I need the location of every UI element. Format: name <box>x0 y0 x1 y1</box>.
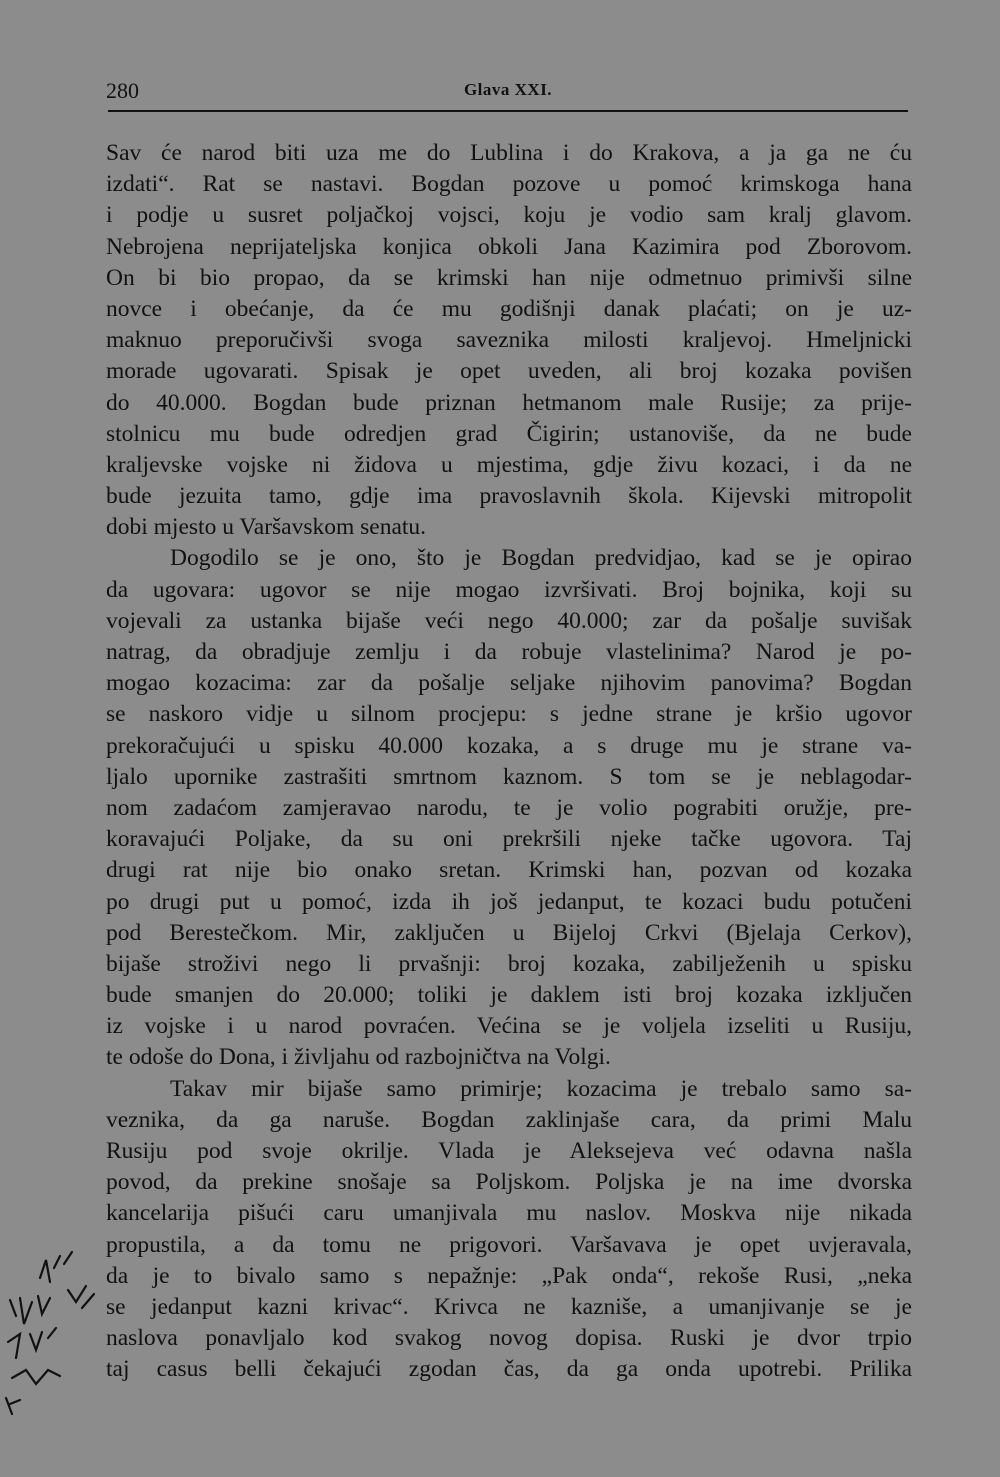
text-line: nom zadaćom zamjeravao narodu, te je volio pograbiti oružje, pre- <box>106 794 912 821</box>
paragraph-last-line: te odoše do Dona, i življahu od razbojničtva na Volgi. <box>106 1044 611 1071</box>
text-line: da ugovara: ugovor se nije mogao izvršivati. Broj bojnika, koji su <box>106 576 912 603</box>
text-line: povod, da prekine snošaje sa Poljskom. Poljska je na ime dvorska <box>106 1169 912 1196</box>
text-line: pod Berestečkom. Mir, zaključen u Bijeloj Crkvi (Bjelaja Cerkov), <box>106 919 912 946</box>
paragraph-first-line: Dogodilo se je ono, što je Bogdan predvidjao, kad se je opirao <box>170 545 912 572</box>
text-line: da je to bivalo samo s nepažnje: „Pak onda“, rekoše Rusi, „neka <box>106 1262 912 1289</box>
text-line: novce i obećanje, da će mu godišnji danak plaćati; on je uz- <box>106 295 912 322</box>
page-header <box>106 78 910 108</box>
text-line: ljalo upornike zastrašiti smrtnom kaznom. S tom se je neblagodar- <box>106 763 912 790</box>
text-line: i podje u susret poljačkoj vojsci, koju je vodio sam kralj glavom. <box>106 202 912 229</box>
text-line: Rusiju pod svoje okrilje. Vlada je Aleksejeva već odavna našla <box>106 1138 912 1164</box>
text-line: kancelarija pišući caru umanjivala mu naslov. Moskva nije nikada <box>106 1200 912 1227</box>
text-line: veznika, da ga naruše. Bogdan zaklinjaše cara, da primi Malu <box>106 1106 912 1133</box>
text-line: izdati“. Rat se nastavi. Bogdan pozove u pomoć krimskoga hana <box>106 171 912 198</box>
page-number: 280 <box>106 78 139 103</box>
text-line: morade ugovarati. Spisak je opet uveden, ali broj kozaka povišen <box>106 358 912 385</box>
paragraph-first-line: Takav mir bijaše samo primirje; kozacima je trebalo samo sa- <box>170 1075 912 1102</box>
header-rule <box>108 110 908 112</box>
running-head: Glava XXI. <box>463 80 553 99</box>
text-line: koravajući Poljake, da su oni prekršili njeke tačke ugovora. Taj <box>106 826 912 853</box>
text-line: Nebrojena neprijateljska konjica obkoli Jana Kazimira pod Zborovom. <box>106 233 912 260</box>
text-line: prekoračujući u spisku 40.000 kozaka, a s druge mu je strane va- <box>106 732 912 759</box>
text-line: bude jezuita tamo, gdje ima pravoslavnih škola. Kijevski mitropolit <box>106 483 912 510</box>
body-text <box>106 138 912 1386</box>
text-line: Sav će narod biti uza me do Lublina i do Krakova, a ja ga ne ću <box>106 140 912 166</box>
text-line: maknuo preporučivši svoga saveznika milosti kraljevoj. Hmeljnicki <box>106 327 912 354</box>
text-line: se naskoro vidje u silnom procjepu: s jedne strane je kršio ugovor <box>106 701 912 728</box>
text-line: bijaše stroživi nego li prvašnji: broj kozaka, zabilježenih u spisku <box>106 950 912 977</box>
text-line: propustila, a da tomu ne prigovori. Varšavava je opet uvjeravala, <box>106 1231 912 1258</box>
paragraph-last-line: dobi mjesto u Varšavskom senatu. <box>106 514 427 541</box>
margin-scribble-mark <box>2 1238 112 1418</box>
text-line: mogao kozacima: zar da pošalje seljake njihovim panovima? Bogdan <box>106 670 912 697</box>
text-line: do 40.000. Bogdan bude priznan hetmanom male Rusije; za prije- <box>106 389 912 416</box>
text-line: kraljevske vojske ni židova u mjestima, gdje živu kozaci, i da ne <box>106 451 912 478</box>
text-line: drugi rat nije bio onako sretan. Krimski han, pozvan od kozaka <box>106 857 912 884</box>
text-line: po drugi put u pomoć, izda ih još jedanput, te kozaci budu potučeni <box>106 888 912 915</box>
text-line: naslova ponavljalo kod svakog novog dopisa. Ruski je dvor trpio <box>106 1325 912 1352</box>
text-line: vojevali za ustanka bijaše veći nego 40.000; zar da pošalje suvišak <box>106 607 912 634</box>
text-line: iz vojske i u narod povraćen. Većina se je voljela izseliti u Rusiju, <box>106 1013 912 1040</box>
text-line: On bi bio propao, da se krimski han nije odmetnuo primivši silne <box>106 264 912 291</box>
text-line: se jedanput kazni krivac“. Krivca ne kazniše, a umanjivanje se je <box>106 1293 912 1320</box>
text-line: bude smanjen do 20.000; toliki je daklem isti broj kozaka izključen <box>106 982 912 1009</box>
text-line: natrag, da obradjuje zemlju i da robuje vlastelinima? Narod je po- <box>106 639 912 665</box>
text-line: taj casus belli čekajući zgodan čas, da ga onda upotrebi. Prilika <box>106 1356 912 1383</box>
text-line: stolnicu mu bude odredjen grad Čigirin; ustanoviše, da ne bude <box>106 420 912 447</box>
